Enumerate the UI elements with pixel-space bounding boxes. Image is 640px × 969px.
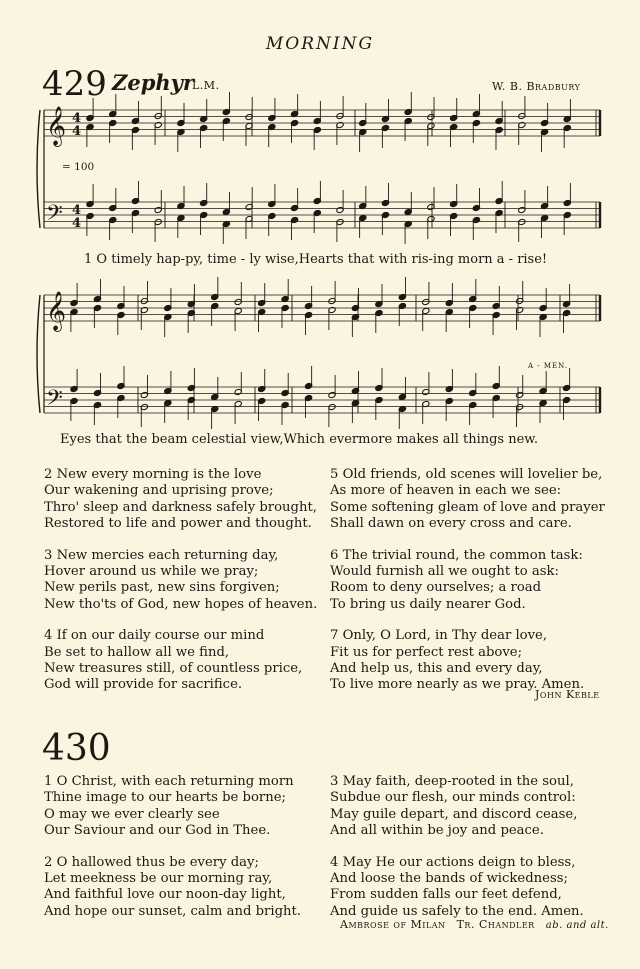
time-signature: 4 bbox=[72, 203, 82, 218]
treble-clef: 𝄞 bbox=[46, 291, 67, 331]
stanza-3 bbox=[44, 548, 317, 614]
verse-line: 6 The trivial round, the common task: bbox=[330, 547, 583, 563]
stanza-6 bbox=[330, 548, 605, 614]
stanza-1 bbox=[44, 774, 301, 840]
stanza-7 bbox=[330, 628, 605, 694]
verse-line: 2 O hallowed thus be every day; bbox=[44, 854, 259, 870]
verse-line: As more of heaven in each we see: bbox=[330, 483, 562, 499]
stanza-4 bbox=[44, 628, 317, 694]
verse-line: Our Saviour and our God in Thee. bbox=[44, 823, 271, 839]
verse-line: New tho'ts of God, new hopes of heaven. bbox=[44, 596, 318, 612]
verse-line: Thro' sleep and darkness safely brought, bbox=[44, 499, 317, 515]
metronome-mark: = 100 bbox=[62, 161, 95, 173]
verse-line: Hover around us while we pray; bbox=[44, 564, 259, 580]
credit-translator: Tr. Chandler bbox=[456, 918, 535, 931]
verse-line: 3 May faith, deep-rooted in the soul, bbox=[330, 774, 574, 789]
verse-line: And help us, this and every day, bbox=[330, 661, 543, 677]
hymn430-stanzas-left bbox=[44, 774, 301, 920]
hymn-number-429: 429 bbox=[42, 64, 107, 104]
brace bbox=[37, 110, 40, 228]
hymn-number-430: 430 bbox=[42, 728, 111, 769]
verse-line: Let meekness be our morning ray, bbox=[44, 871, 273, 887]
brace bbox=[37, 295, 40, 413]
time-signature: 4 bbox=[72, 216, 82, 231]
stanza-4 bbox=[330, 855, 584, 921]
verse-line: God will provide for sacrifice. bbox=[44, 677, 243, 693]
verse-line: Our wakening and uprising prove; bbox=[44, 483, 274, 499]
verse-line: 4 If on our daily course our mind bbox=[44, 628, 265, 644]
verse-line: Restored to life and power and thought. bbox=[44, 516, 312, 532]
stanza-5 bbox=[330, 467, 605, 533]
verse-line: Be set to hallow all we find, bbox=[44, 644, 230, 660]
verse-line: New treasures still, of countless price, bbox=[44, 661, 303, 677]
verse-line: Fit us for perfect rest above; bbox=[330, 644, 523, 660]
verse-line: Would furnish all we ought to ask: bbox=[330, 564, 559, 580]
verse-line: Room to deny ourselves; a road bbox=[330, 580, 542, 596]
stanza-2 bbox=[44, 855, 301, 921]
verse-line: May guile depart, and discord cease, bbox=[330, 806, 578, 822]
verse-line: 2 New every morning is the love bbox=[44, 467, 262, 482]
time-signature: 4 bbox=[72, 124, 82, 139]
stanza-3 bbox=[330, 774, 584, 840]
stanza-2 bbox=[44, 467, 317, 533]
section-title: MORNING bbox=[265, 34, 375, 54]
treble-clef: 𝄞 bbox=[46, 106, 67, 146]
lyric-line-2: Eyes that the beam celestial view,Which evermore makes all things new. bbox=[60, 432, 539, 447]
verse-line: And loose the bands of wickedness; bbox=[330, 871, 568, 887]
tune-name: Zephyr bbox=[112, 70, 194, 95]
verse-line: Some softening gleam of love and prayer bbox=[330, 499, 605, 515]
time-signature: 4 bbox=[72, 111, 82, 126]
verse-line: From sudden falls our feet defend, bbox=[330, 887, 562, 903]
verse-line: Shall dawn on every cross and care. bbox=[330, 516, 572, 532]
verse-line: 7 Only, O Lord, in Thy dear love, bbox=[330, 628, 548, 644]
author-credit: John Keble bbox=[535, 688, 600, 701]
verse-line: 1 O Christ, with each returning morn bbox=[44, 774, 294, 789]
verse-line: New perils past, new sins forgiven; bbox=[44, 580, 280, 596]
amen-label: A - MEN. bbox=[528, 362, 569, 370]
verse-line: Thine image to our hearts be borne; bbox=[44, 790, 286, 806]
bass-clef: 𝄢 bbox=[46, 201, 63, 231]
verse-line: O may we ever clearly see bbox=[44, 806, 220, 822]
credit-note: ab. and alt. bbox=[545, 920, 609, 931]
credit-author: Ambrose of Milan bbox=[340, 918, 446, 931]
hymn429-stanzas-left bbox=[44, 467, 317, 694]
lyric-line-1: 1 O timely hap-py, time - ly wise,Hearts that with ris-ing morn a - rise! bbox=[84, 252, 548, 267]
verse-line: To bring us daily nearer God. bbox=[330, 596, 526, 612]
verse-line: And hope our sunset, calm and bright. bbox=[44, 903, 302, 919]
verse-line: And guide us safely to the end. Amen. bbox=[330, 903, 584, 919]
meter: L.M. bbox=[192, 79, 220, 92]
bass-clef: 𝄢 bbox=[46, 386, 63, 416]
verse-line: 5 Old friends, old scenes will lovelier be, bbox=[330, 467, 603, 482]
verse-line: And faithful love our noon-day light, bbox=[44, 887, 286, 903]
hymn430-credit bbox=[340, 918, 609, 931]
hymn430-stanzas-right bbox=[330, 774, 584, 920]
verse-line: 4 May He our actions deign to bless, bbox=[330, 854, 576, 870]
verse-line: Subdue our flesh, our minds control: bbox=[330, 790, 576, 806]
verse-line: To live more nearly as we pray. Amen. bbox=[330, 677, 585, 693]
composer: W. B. Bradbury bbox=[492, 80, 581, 93]
hymn429-stanzas-right bbox=[330, 467, 605, 694]
verse-line: 3 New mercies each returning day, bbox=[44, 547, 279, 563]
verse-line: And all within be joy and peace. bbox=[330, 823, 544, 839]
